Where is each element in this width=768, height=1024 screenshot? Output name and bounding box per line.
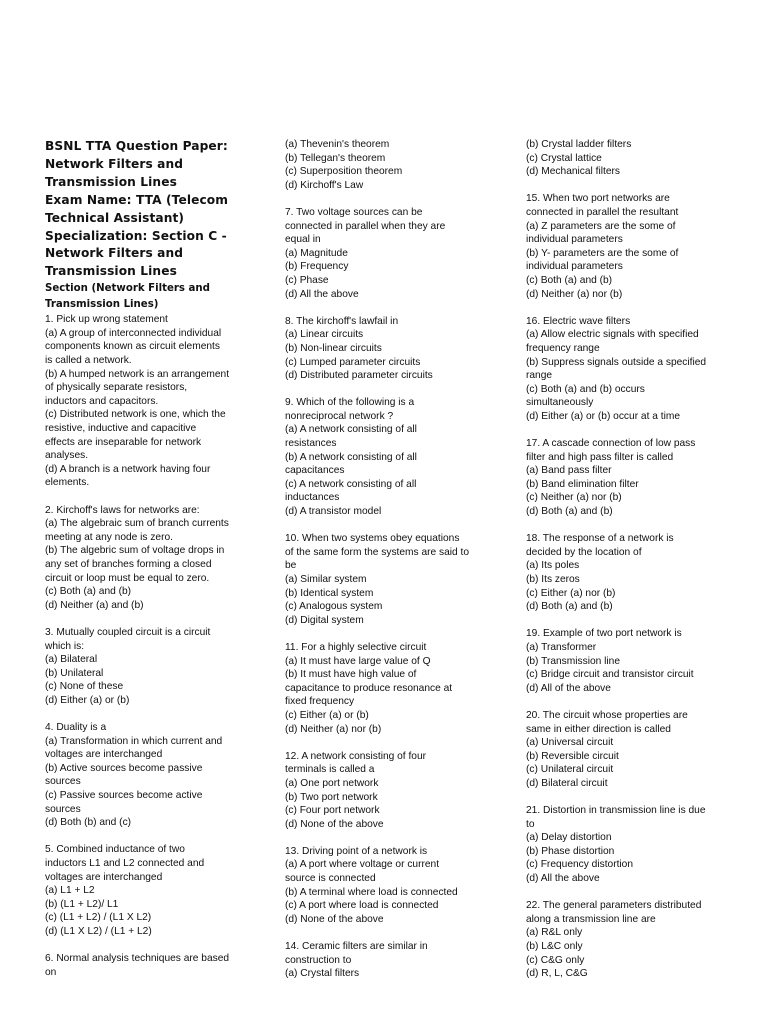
question-text-line: 9. Which of the following is a	[285, 397, 415, 409]
question-block	[285, 641, 485, 736]
question-text-line: filter and high pass filter is called	[526, 451, 674, 463]
question-text-line: construction to	[285, 954, 352, 966]
question-text-line: inductances	[285, 492, 340, 504]
question-text-line: (b) Identical system	[285, 587, 374, 599]
header-title-line: BSNL TTA Question Paper:	[45, 139, 228, 153]
question-text-line: 8. The kirchoff's lawfail in	[285, 315, 399, 327]
question-block	[45, 626, 245, 708]
question-text-line: meeting at any node is zero.	[45, 531, 173, 543]
question-text-line: (a) One port network	[285, 777, 379, 789]
question-text-line: 16. Electric wave filters	[526, 315, 631, 327]
question-text-line: (c) Either (a) nor (b)	[526, 587, 616, 599]
question-text-line: individual parameters	[526, 234, 623, 246]
question-text-line: terminals is called a	[285, 764, 375, 776]
question-text-line: simultaneously	[526, 397, 594, 409]
header-title-line: Network Filters and	[45, 156, 184, 171]
header-title-line: Exam Name: TTA (Telecom	[45, 192, 229, 207]
question-text-line: (c) Four port network	[285, 805, 380, 817]
question-text-line: (b) The algebric sum of voltage drops in	[45, 545, 225, 557]
question-text-line: voltages are interchanged	[45, 749, 163, 761]
question-text-line: inductors L1 and L2 connected and	[45, 858, 205, 869]
question-text-line: (d) Both (a) and (b)	[526, 506, 613, 518]
question-block	[526, 709, 726, 791]
question-text-line: (b) It must have high value of	[285, 669, 417, 681]
question-text-line: (d) A branch is a network having four	[45, 463, 211, 475]
question-text-line: (a) Linear circuits	[285, 329, 364, 341]
question-text-line: (c) Both (a) and (b)	[45, 586, 132, 598]
question-block	[526, 627, 726, 695]
question-text-line: (b) A terminal where load is connected	[285, 886, 458, 898]
question-text-line: (c) Neither (a) nor (b)	[526, 492, 622, 504]
question-text-line: (d) Mechanical filters	[526, 166, 620, 178]
question-text-line: 17. A cascade connection of low pass	[526, 438, 696, 450]
question-block	[526, 192, 726, 301]
question-block	[45, 504, 245, 613]
question-text-line: resistances	[285, 438, 337, 450]
question-block	[45, 952, 245, 979]
header-title-line: Transmission Lines	[45, 264, 177, 279]
question-text-line: (d) A transistor model	[285, 506, 382, 518]
question-text-line: 6. Normal analysis techniques are based	[45, 953, 230, 965]
question-text-line: (c) Either (a) or (b)	[285, 709, 369, 721]
question-text-line: (a) It must have large value of Q	[285, 655, 431, 667]
question-text-line: 18. The response of a network is	[526, 533, 674, 545]
question-text-line: (c) C&G only	[526, 954, 585, 966]
question-text-line: (a) Crystal filters	[285, 968, 360, 980]
question-text-line: (d) All the above	[285, 288, 359, 300]
question-text-line: (b) Tellegan's theorem	[285, 152, 386, 164]
question-block	[526, 804, 726, 886]
question-text-line: (a) Transformation in which current and	[45, 735, 223, 747]
question-block	[45, 843, 245, 938]
question-text-line: (b) Unilateral	[45, 667, 104, 679]
question-text-line: is called a network.	[45, 355, 132, 367]
question-text-line: inductors and capacitors.	[45, 395, 159, 407]
question-text-line: (d) All of the above	[526, 682, 611, 694]
question-text-line: (c) Passive sources become active	[45, 790, 203, 802]
question-text-line: (b) Transmission line	[526, 655, 620, 667]
question-text-line: any set of branches forming a closed	[45, 558, 212, 570]
question-text-line: same in either direction is called	[526, 723, 671, 735]
question-text-line: to	[526, 818, 535, 830]
question-block	[526, 315, 726, 424]
question-text-line: (a) Z parameters are the some of	[526, 220, 676, 232]
question-text-line: (b) (L1 + L2)/ L1	[45, 898, 119, 910]
question-text-line: fixed frequency	[285, 696, 355, 708]
question-block	[526, 138, 726, 179]
question-block	[285, 750, 485, 832]
question-text-line: (c) Distributed network is one, which the	[45, 409, 226, 421]
question-text-line: (a) Bilateral	[45, 654, 98, 666]
question-block	[285, 396, 485, 518]
question-text-line: (d) (L1 X L2) / (L1 + L2)	[45, 925, 152, 937]
question-text-line: (b) Frequency	[285, 261, 349, 273]
question-text-line: individual parameters	[526, 261, 623, 273]
question-text-line: 22. The general parameters distributed	[526, 900, 702, 912]
header-title-line: Transmission Lines	[45, 174, 177, 189]
question-block	[285, 138, 485, 192]
question-text-line: components known as circuit elements	[45, 341, 220, 353]
question-text-line: (b) L&C only	[526, 941, 583, 953]
question-text-line: (c) Lumped parameter circuits	[285, 356, 421, 368]
question-block	[45, 721, 245, 830]
question-text-line: (d) Both (a) and (b)	[526, 601, 613, 613]
question-text-line: sources	[45, 803, 81, 815]
question-text-line: 5. Combined inductance of two	[45, 844, 185, 856]
question-text-line: (c) Unilateral circuit	[526, 764, 614, 776]
question-text-line: (c) (L1 + L2) / (L1 X L2)	[45, 912, 152, 924]
question-block	[526, 899, 726, 981]
question-text-line: 20. The circuit whose properties are	[526, 709, 688, 721]
question-text-line: (a) Allow electric signals with specified	[526, 329, 699, 341]
question-text-line: (d) Digital system	[285, 614, 364, 626]
question-block	[285, 940, 485, 981]
question-text-line: 11. For a highly selective circuit	[285, 641, 427, 653]
question-text-line: effects are inseparable for network	[45, 436, 202, 448]
question-text-line: (b) Active sources become passive	[45, 762, 203, 774]
question-text-line: 3. Mutually coupled circuit is a circuit	[45, 626, 211, 638]
question-text-line: (b) A humped network is an arrangement	[45, 368, 230, 380]
question-text-line: decided by the location of	[526, 546, 642, 558]
question-text-line: (c) A network consisting of all	[285, 478, 417, 490]
question-text-line: (c) Both (a) and (b)	[526, 274, 613, 286]
question-text-line: connected in parallel when they are	[285, 220, 446, 232]
question-text-line: 1. Pick up wrong statement	[45, 314, 168, 326]
question-text-line: (d) Bilateral circuit	[526, 777, 608, 789]
question-text-line: range	[526, 370, 553, 382]
question-text-line: (b) Y- parameters are the some of	[526, 247, 679, 259]
question-text-line: (a) A group of interconnected individual	[45, 327, 222, 339]
question-text-line: (c) Phase	[285, 274, 329, 286]
question-text-line: circuit or loop must be equal to zero.	[45, 572, 210, 584]
document-header	[45, 137, 245, 312]
question-text-line: be	[285, 560, 297, 572]
question-text-line: (d) Neither (a) and (b)	[45, 599, 144, 611]
question-text-line: (d) None of the above	[285, 913, 384, 925]
question-text-line: (a) Magnitude	[285, 247, 348, 259]
question-text-line: analyses.	[45, 450, 89, 462]
question-text-line: sources	[45, 776, 81, 788]
question-text-line: (c) Both (a) and (b) occurs	[526, 383, 645, 395]
question-text-line: (b) Crystal ladder filters	[526, 139, 632, 150]
question-text-line: 7. Two voltage sources can be	[285, 206, 423, 218]
question-text-line: (c) Crystal lattice	[526, 152, 602, 164]
question-text-line: (b) Its zeros	[526, 574, 580, 585]
question-text-line: (d) None of the above	[285, 818, 384, 830]
question-text-line: 10. When two systems obey equations	[285, 533, 460, 545]
question-text-line: capacitance to produce resonance at	[285, 682, 453, 694]
question-text-line: (a) A port where voltage or current	[285, 859, 440, 871]
header-title-line: Technical Assistant)	[45, 210, 185, 225]
question-text-line: (d) Kirchoff's Law	[285, 179, 364, 191]
question-text-line: capacitances	[285, 465, 345, 477]
question-text-line: (a) R&L only	[526, 927, 583, 939]
question-text-line: (d) Distributed parameter circuits	[285, 370, 433, 382]
question-text-line: (a) Band pass filter	[526, 465, 612, 477]
question-text-line: 15. When two port networks are	[526, 193, 670, 205]
question-text-line: (b) Phase distortion	[526, 845, 615, 857]
question-text-line: (b) Reversible circuit	[526, 750, 619, 762]
question-text-line: frequency range	[526, 342, 600, 354]
question-block	[285, 206, 485, 301]
question-block	[526, 437, 726, 519]
question-text-line: 2. Kirchoff's laws for networks are:	[45, 504, 200, 516]
question-text-line: (d) Either (a) or (b) occur at a time	[526, 410, 680, 422]
question-text-line: (c) A port where load is connected	[285, 900, 439, 912]
question-text-line: (d) Either (a) or (b)	[45, 694, 130, 706]
section-heading-line: Section (Network Filters and	[45, 283, 210, 295]
question-text-line: 19. Example of two port network is	[526, 628, 682, 640]
question-text-line: (a) L1 + L2	[45, 885, 95, 897]
question-text-line: source is connected	[285, 873, 376, 885]
section-heading-line: Transmission Lines)	[45, 298, 159, 310]
question-text-line: (a) Its poles	[526, 560, 580, 572]
question-text-line: (a) The algebraic sum of branch currents	[45, 518, 229, 530]
question-text-line: (b) Band elimination filter	[526, 478, 639, 490]
question-text-line: (c) Frequency distortion	[526, 859, 634, 871]
question-text-line: elements.	[45, 477, 90, 489]
question-text-line: resistive, inductive and capacitive	[45, 423, 197, 434]
question-text-line: (d) Neither (a) nor (b)	[285, 723, 382, 735]
question-text-line: (a) Thevenin's theorem	[285, 139, 390, 150]
question-block	[285, 532, 485, 627]
question-text-line: 13. Driving point of a network is	[285, 845, 428, 857]
question-text-line: along a transmission line are	[526, 913, 656, 925]
question-text-line: (b) A network consisting of all	[285, 451, 417, 463]
question-text-line: (c) Analogous system	[285, 601, 383, 613]
question-text-line: (c) None of these	[45, 681, 124, 693]
question-text-line: 12. A network consisting of four	[285, 750, 427, 762]
question-text-line: 14. Ceramic filters are similar in	[285, 941, 428, 953]
header-title-line: Specialization: Section C -	[45, 228, 227, 243]
column-3	[526, 138, 726, 981]
question-text-line: (d) R, L, C&G	[526, 968, 588, 980]
question-text-line: (d) Both (b) and (c)	[45, 817, 132, 829]
question-text-line: (b) Suppress signals outside a specified	[526, 356, 707, 368]
question-text-line: (a) Similar system	[285, 574, 367, 585]
question-text-line: voltages are interchanged	[45, 871, 163, 883]
question-text-line: (a) Universal circuit	[526, 737, 614, 749]
question-text-line: of the same form the systems are said to	[285, 546, 470, 558]
question-text-line: 4. Duality is a	[45, 722, 107, 734]
question-text-line: nonreciprocal network ?	[285, 410, 394, 422]
question-text-line: (b) Two port network	[285, 791, 378, 803]
header-title-line: Network Filters and	[45, 246, 184, 261]
question-text-line: on	[45, 966, 57, 978]
question-block	[45, 313, 245, 490]
column-1	[45, 138, 245, 979]
question-text-line: (a) Delay distortion	[526, 832, 612, 844]
question-block	[285, 845, 485, 927]
question-text-line: (b) Non-linear circuits	[285, 342, 382, 354]
question-text-line: 21. Distortion in transmission line is due	[526, 805, 706, 817]
question-text-line: (c) Bridge circuit and transistor circuit	[526, 669, 694, 681]
question-text-line: (d) All the above	[526, 873, 600, 885]
question-text-line: (c) Superposition theorem	[285, 166, 403, 178]
question-text-line: (a) A network consisting of all	[285, 424, 417, 436]
question-text-line: (d) Neither (a) nor (b)	[526, 288, 623, 300]
question-text-line: (a) Transformer	[526, 641, 597, 653]
question-text-line: connected in parallel the resultant	[526, 206, 679, 218]
question-text-line: which is:	[45, 640, 85, 652]
question-text-line: equal in	[285, 234, 321, 246]
column-2	[285, 138, 485, 981]
question-block	[526, 532, 726, 614]
question-text-line: of physically separate resistors,	[45, 382, 188, 394]
question-block	[285, 315, 485, 383]
